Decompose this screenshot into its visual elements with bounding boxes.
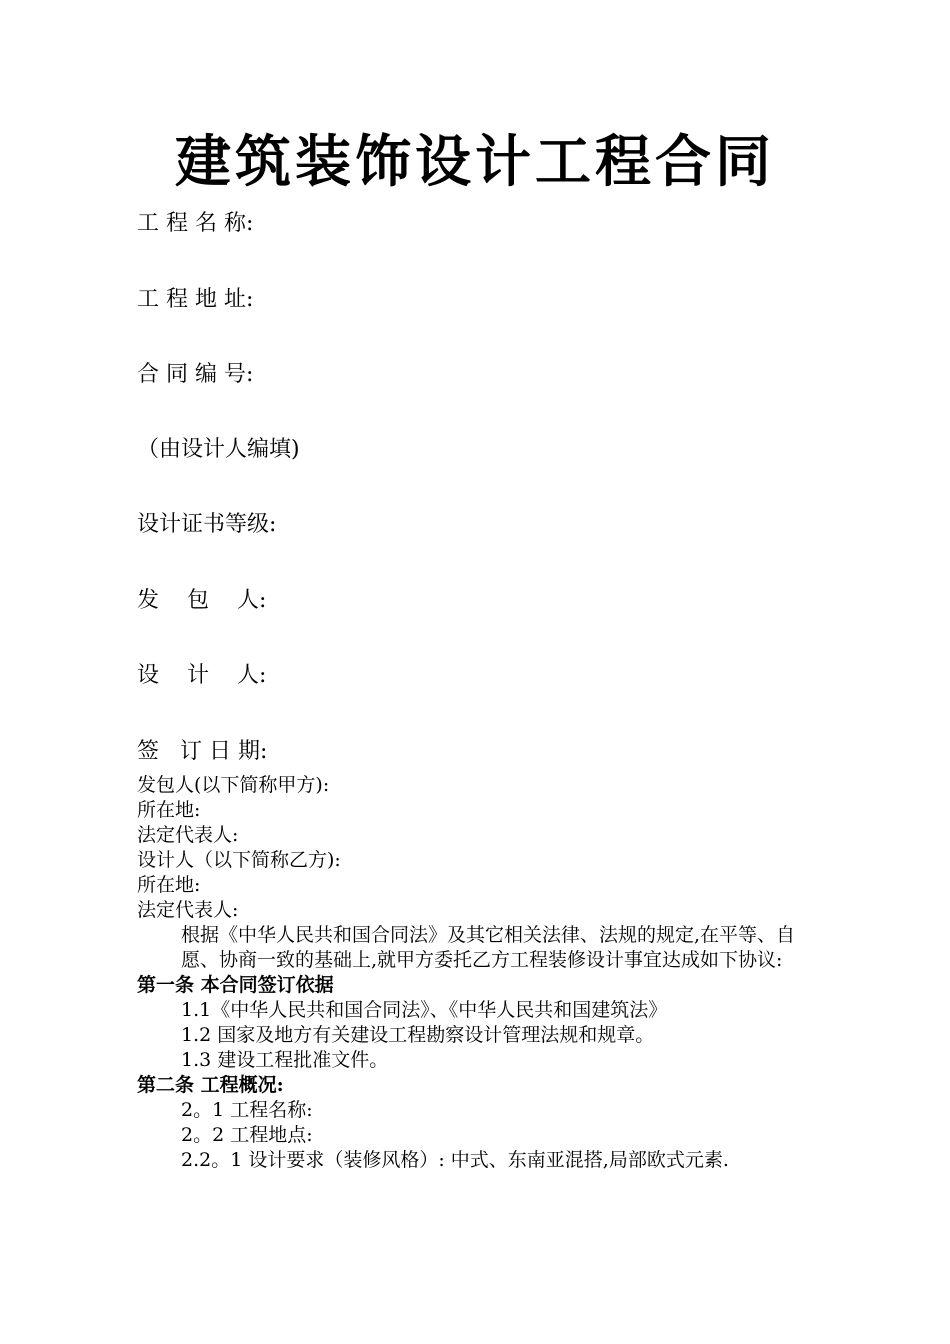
designer-field: 设 计 人:	[137, 663, 267, 688]
party-b-representative: 法定代表人:	[137, 899, 239, 921]
article-2-item: 2.2。1 设计要求（装修风格）: 中式、东南亚混搭,局部欧式元素.	[181, 1149, 729, 1171]
signing-date-field: 签 订 日 期:	[137, 739, 268, 764]
project-address-field: 工 程 地 址:	[137, 287, 254, 312]
contract-number-note: （由设计人编填)	[137, 437, 300, 462]
party-b-line: 设计人（以下简称乙方):	[137, 849, 341, 871]
party-a-location: 所在地:	[137, 799, 201, 821]
party-b-location: 所在地:	[137, 874, 201, 896]
party-a-representative: 法定代表人:	[137, 824, 239, 846]
project-name-field: 工 程 名 称:	[137, 211, 254, 236]
article-1-item: 1.2 国家及地方有关建设工程勘察设计管理法规和规章。	[181, 1024, 655, 1046]
article-2-item: 2。2 工程地点:	[181, 1124, 313, 1146]
party-a-line: 发包人(以下简称甲方):	[137, 774, 330, 796]
document-title: 建筑装饰设计工程合同	[175, 129, 775, 195]
preamble-paragraph: 根据《中华人民共和国合同法》及其它相关法律、法规的规定,在平等、自愿、协商一致的基础上,就甲方委托乙方工程装修设计事宜达成如下协议:	[181, 924, 796, 971]
article-2-heading: 第二条 工程概况:	[137, 1074, 284, 1096]
article-1-item: 1.3 建设工程批准文件。	[181, 1049, 389, 1071]
article-1-item: 1.1《中华人民共和国合同法》、《中华人民共和国建筑法》	[181, 999, 668, 1021]
design-certificate-field: 设计证书等级:	[137, 512, 277, 537]
contract-body	[137, 773, 827, 1173]
contract-number-field: 合 同 编 号:	[137, 362, 254, 387]
article-1-heading: 第一条 本合同签订依据	[137, 974, 334, 996]
article-2-item: 2。1 工程名称:	[181, 1099, 313, 1121]
employer-field: 发 包 人:	[137, 588, 267, 613]
